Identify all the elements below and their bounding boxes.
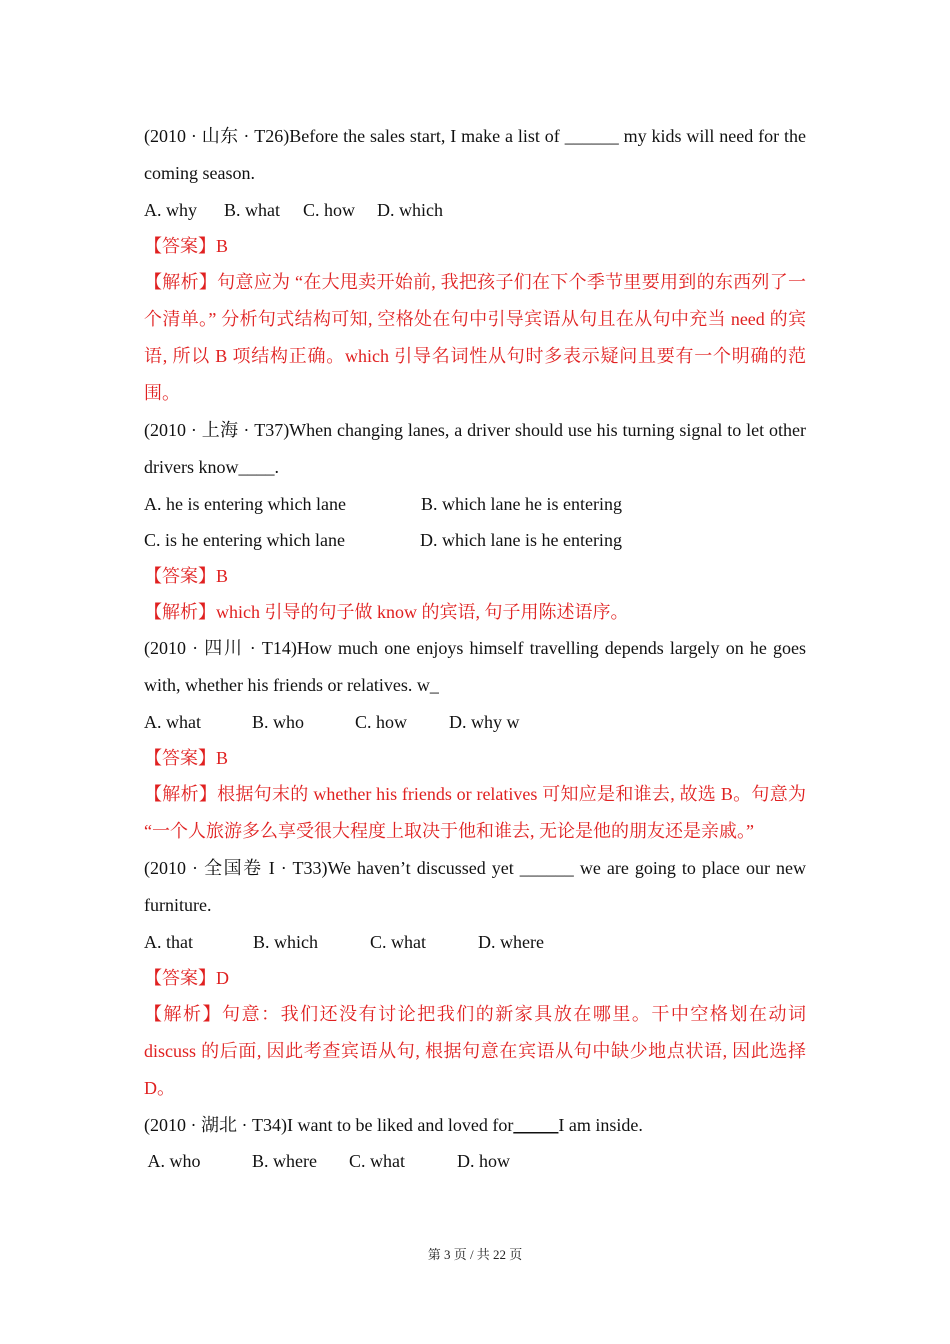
option-d: D. where bbox=[478, 932, 544, 952]
option-c: C. what bbox=[370, 932, 426, 952]
answer: 【答案】B bbox=[144, 236, 229, 256]
option-d: D. which lane is he entering bbox=[420, 530, 622, 550]
question-stem: (2010 · 山东 · T26)Before the sales start, I make a list of ______ my kids will need for the coming season. bbox=[144, 126, 806, 183]
option-b: B. which lane he is entering bbox=[421, 494, 622, 514]
analysis: 【解析】句意：我们还没有讨论把我们的新家具放在哪里。干中空格划在动词 discuss 的后面, 因此考查宾语从句, 根据句意在宾语从句中缺少地点状语, 因此选择 D。 bbox=[144, 1004, 806, 1098]
option-a: A. what bbox=[144, 712, 201, 732]
stem-blank: _____ bbox=[513, 1115, 559, 1135]
stem-text: (2010 · 湖北 · T34)I want to be liked and loved for bbox=[144, 1115, 514, 1135]
option-d: D. why w bbox=[449, 712, 520, 732]
question-options bbox=[144, 924, 806, 960]
option-d: D. which bbox=[377, 200, 443, 220]
option-b: B. who bbox=[252, 712, 305, 732]
option-a: A. who bbox=[144, 1151, 201, 1171]
answer: 【答案】B bbox=[144, 566, 229, 586]
option-b: B. where bbox=[252, 1151, 317, 1171]
question-options bbox=[144, 704, 806, 740]
page-footer: 第 3 页 / 共 22 页 bbox=[427, 1247, 523, 1262]
option-c: C. is he entering which lane bbox=[144, 530, 345, 550]
analysis: 【解析】根据句末的 whether his friends or relatives 可知应是和谁去, 故选 B。句意为 “一个人旅游多么享受很大程度上取决于他和谁去, 无论是他的朋友还是亲戚。” bbox=[144, 784, 806, 841]
analysis: 【解析】句意应为 “在大甩卖开始前, 我把孩子们在下个季节里要用到的东西列了一个清单。” 分析句式结构可知, 空格处在句中引导宾语从句且在从句中充当 need 的宾语, 所以 B 项结构正确。which 引导名词性从句时多表示疑问且要有一个明确的范围。 bbox=[144, 272, 806, 403]
document-page bbox=[144, 118, 806, 1179]
question-stem bbox=[144, 1107, 806, 1143]
option-b: B. which bbox=[253, 932, 318, 952]
option-c: C. how bbox=[355, 712, 408, 732]
question-options bbox=[144, 192, 806, 228]
question-options bbox=[144, 486, 806, 522]
option-b: B. what bbox=[224, 200, 280, 220]
answer: 【答案】B bbox=[144, 748, 229, 768]
question-stem: (2010 · 四川 · T14)How much one enjoys himself travelling depends largely on he goes with, whether his friends or relatives. w_ bbox=[144, 638, 806, 695]
answer: 【答案】D bbox=[144, 968, 229, 988]
option-a: A. why bbox=[144, 200, 197, 220]
question-stem: (2010 · 上海 · T37)When changing lanes, a driver should use his turning signal to let other drivers know____. bbox=[144, 420, 806, 477]
option-a: A. that bbox=[144, 932, 193, 952]
question-options bbox=[144, 522, 806, 558]
analysis: 【解析】which 引导的句子做 know 的宾语, 句子用陈述语序。 bbox=[144, 602, 629, 622]
option-c: C. how bbox=[303, 200, 356, 220]
option-c: C. what bbox=[349, 1151, 405, 1171]
option-d: D. how bbox=[457, 1151, 510, 1171]
question-options bbox=[144, 1143, 806, 1179]
option-a: A. he is entering which lane bbox=[144, 494, 346, 514]
question-stem: (2010 · 全国卷 I · T33)We haven’t discussed yet ______ we are going to place our new furniture. bbox=[144, 858, 806, 915]
stem-text: I am inside. bbox=[558, 1115, 643, 1135]
